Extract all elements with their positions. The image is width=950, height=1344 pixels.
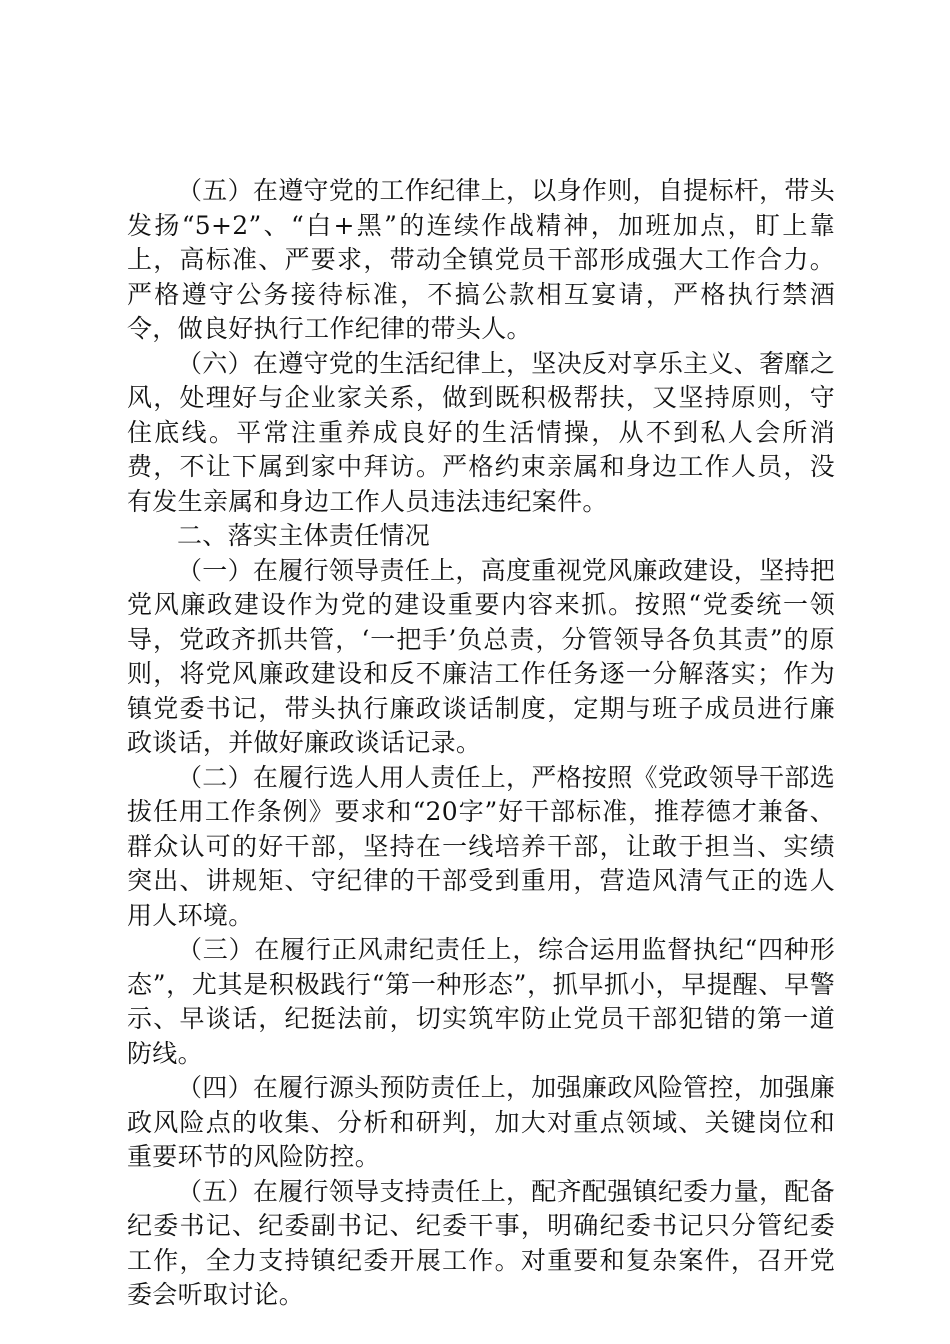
paragraph-prevention-responsibility: （四）在履行源头预防责任上，加强廉政风险管控，加强廉政风险点的收集、分析和研判，加大对重点领域、关键岗位和重要环节的风险防控。: [127, 1073, 835, 1171]
section-heading: 二、落实主体责任情况: [177, 521, 431, 550]
document-body: [127, 174, 835, 1313]
paragraph-discipline-responsibility: （三）在履行正风肃纪责任上，综合运用监督执纪“四种形态”，尤其是积极践行“第一种形态”，抓早抓小，早提醒、早警示、早谈话，纪挺法前，切实筑牢防止党员干部犯错的第一道防线。: [127, 935, 835, 1068]
paragraph-work-discipline: （五）在遵守党的工作纪律上，以身作则，自提标杆，带头发扬“5+2”、“白+黑”的连续作战精神，加班加点，盯上靠上，高标准、严要求，带动全镇党员干部形成强大工作合力。严格遵守公务接待标准，不搞公款相互宴请，严格执行禁酒令，做良好执行工作纪律的带头人。: [127, 176, 835, 343]
paragraph-personnel-responsibility: （二）在履行选人用人责任上，严格按照《党政领导干部选拔任用工作条例》要求和“20字”好干部标准，推荐德才兼备、群众认可的好干部，坚持在一线培养干部，让敢于担当、实绩突出、讲规矩、守纪律的干部受到重用，营造风清气正的选人用人环境。: [127, 762, 835, 930]
paragraph-support-responsibility: （五）在履行领导支持责任上，配齐配强镇纪委力量，配备纪委书记、纪委副书记、纪委干事，明确纪委书记只分管纪委工作，全力支持镇纪委开展工作。对重要和复杂案件，召开党委会听取讨论。: [127, 1176, 835, 1309]
paragraph-leadership-responsibility: （一）在履行领导责任上，高度重视党风廉政建设，坚持把党风廉政建设作为党的建设重要内容来抓。按照“党委统一领导，党政齐抓共管，‘一把手’负总责，分管领导各负其责”的原则，将党风廉政建设和反不廉洁工作任务逐一分解落实；作为镇党委书记，带头执行廉政谈话制度，定期与班子成员进行廉政谈话，并做好廉政谈话记录。: [127, 555, 835, 757]
paragraph-life-discipline: （六）在遵守党的生活纪律上，坚决反对享乐主义、奢靡之风，处理好与企业家关系，做到既积极帮扶，又坚持原则，守住底线。平常注重养成良好的生活情操，从不到私人会所消费，不让下属到家中拜访。严格约束亲属和身边工作人员，没有发生亲属和身边工作人员违法违纪案件。: [127, 348, 835, 516]
